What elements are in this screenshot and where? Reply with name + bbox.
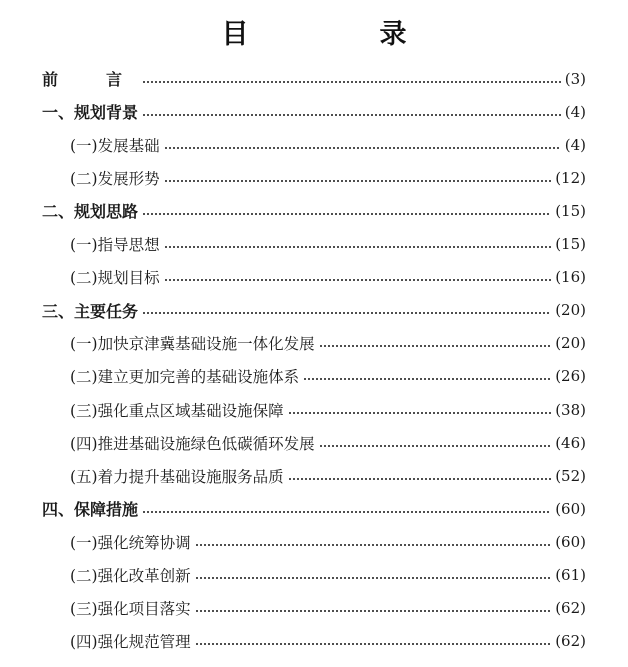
toc-subsection-entry [70,393,586,426]
toc-page-number: (3) [564,69,586,88]
toc-subsection-entry [70,559,586,592]
toc-page-number: (60) [555,499,586,518]
dot-leader [288,478,552,480]
dot-leader [195,577,552,579]
dot-leader [288,412,552,414]
dot-leader [195,544,552,546]
toc-section-entry [42,95,586,128]
toc-subsection-entry [70,228,586,261]
toc-page-number: (46) [555,433,586,452]
toc-section-entry [42,62,586,95]
dot-leader [164,147,561,149]
toc-subsection-entry [70,592,586,625]
toc-section-entry [42,294,586,327]
toc-entry-text: (三)强化项目落实 [70,600,191,619]
toc-entry-text: (四)推进基础设施绿色低碳循环发展 [70,434,315,453]
toc-page-number: (38) [555,400,586,419]
toc-entry-text: (一)发展基础 [70,136,160,155]
dot-leader [319,345,552,347]
toc-entry-text: (二)规划目标 [70,269,160,288]
toc-subsection-entry [70,128,586,161]
dot-leader [164,180,552,182]
toc-title: 目 录 [221,19,459,50]
toc-subsection-entry [70,525,586,558]
toc-entry-text: 二、规划思路 [42,202,139,222]
toc-page-number: (4) [564,135,586,154]
toc-page-number: (15) [555,201,586,220]
toc-entry-text: (一)指导思想 [70,236,160,254]
toc-section-entry [42,492,586,525]
dot-leader [319,445,552,447]
dot-leader [142,114,561,116]
toc-entry-text: (一)强化统筹协调 [70,533,191,552]
toc-entry-text: 一、规划背景 [42,103,139,123]
toc-entry-text: (二)建立更加完善的基础设施体系 [70,368,300,387]
toc-page-number: (61) [555,566,586,584]
toc-page-number: (60) [555,532,586,551]
toc-entry-text: 三、主要任务 [42,301,139,321]
toc-entry-text: (四)强化规范管理 [70,633,191,652]
dot-leader [142,213,551,215]
toc-subsection-entry [70,625,586,658]
toc-subsection-entry [70,161,586,194]
toc-entry-text: (一)加快京津冀基础设施一体化发展 [70,335,315,354]
toc-page-number: (4) [564,102,586,121]
toc-subsection-entry [70,426,586,459]
dot-leader [142,81,561,83]
dot-leader [195,643,552,645]
dot-leader [142,511,551,513]
toc-subsection-entry [70,261,586,294]
toc-page-number: (20) [555,301,586,320]
toc-subsection-entry [70,327,586,360]
dot-leader [164,279,552,281]
toc-page-number: (15) [555,235,586,253]
dot-leader [142,312,551,314]
toc-entry-text: 四、保障措施 [42,500,139,520]
toc-subsection-entry [70,360,586,393]
toc-entry-text: 前 言 [42,70,139,89]
toc-page-number: (26) [555,367,586,386]
toc-page-number: (20) [555,334,586,353]
toc-entry-text: (二)强化改革创新 [70,567,191,585]
toc-page-number: (62) [555,632,586,651]
toc-page-number: (62) [555,599,586,618]
toc-page-number: (16) [555,268,586,287]
toc-entry-text: (五)着力提升基础设施服务品质 [70,467,284,486]
toc-entry-text: (三)强化重点区域基础设施保障 [70,401,284,420]
toc-section-entry [42,194,586,227]
dot-leader [303,378,551,380]
toc-page-number: (12) [555,168,586,187]
toc-subsection-entry [70,459,586,492]
dot-leader [164,246,552,248]
toc-entry-text: (二)发展形势 [70,169,160,188]
toc-page-number: (52) [555,466,586,485]
dot-leader [195,610,552,612]
